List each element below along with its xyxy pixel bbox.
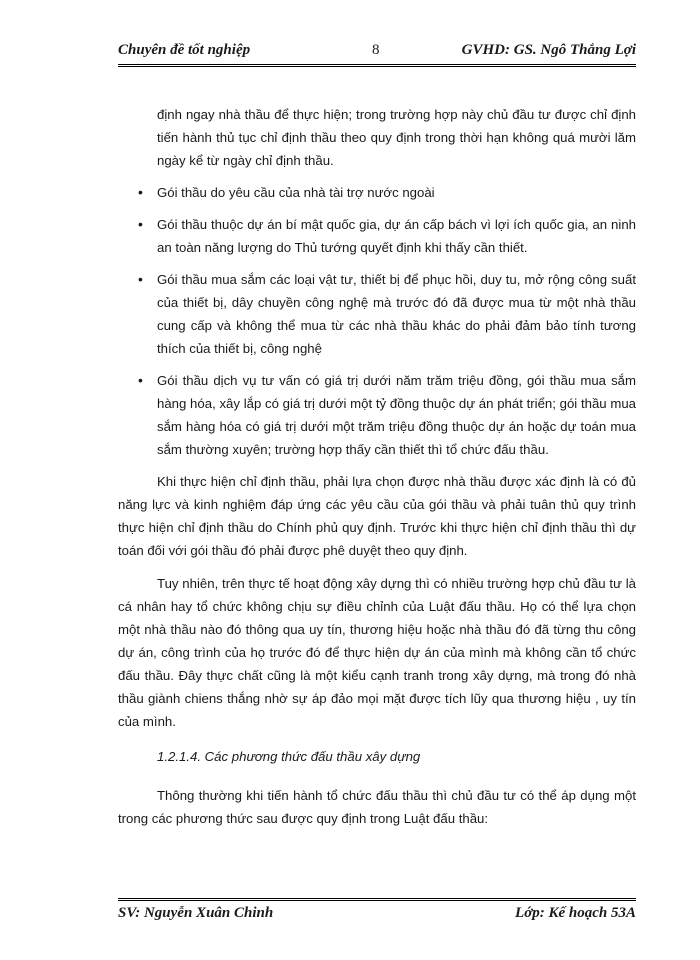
page-footer	[118, 903, 636, 927]
bullet-icon: •	[138, 184, 143, 200]
paragraph-designation: Khi thực hiện chỉ định thầu, phải lựa chọn được nhà thầu được xác định là có đủ năng lực và kinh nghiệm đáp ứng các yêu cầu của gói thầu và phải tuân thủ quy trình thực hiện chỉ định thầu do Chính phủ quy định. Trước khi thực hiện chỉ định thầu thì dự toán đối với gói thầu đó phải được phê duyệt theo quy định.	[118, 474, 636, 558]
list-item	[118, 213, 636, 259]
section-heading: 1.2.1.4. Các phương thức đấu thầu xây dựng	[157, 749, 421, 764]
footer-student: SV: Nguyễn Xuân Chinh	[118, 905, 274, 921]
list-item-text: Gói thầu mua sắm các loại vật tư, thiết bị để phục hồi, duy tu, mở rộng công suất của thiết bị, dây chuyền công nghệ mà trước đó đã được mua từ một nhà thầu cung cấp và không thể mua từ các nhà thầu khác do phải đảm bảo tính tương thích của thiết bị, công nghệ	[157, 272, 636, 356]
paragraph-practice: Tuy nhiên, trên thực tế hoạt động xây dựng thì có nhiều trường hợp chủ đầu tư là cá nhân hay tổ chức không chịu sự điều chỉnh của Luật đấu thầu. Họ có thể lựa chọn một nhà thầu nào đó thông qua uy tín, thương hiệu hoặc nhà thầu đó đã từng thu công dự án, công trình của họ trước đó để thực hiện dự án của mình mà không cần tổ chức đấu thầu. Đây thực chất cũng là một kiểu cạnh tranh trong xây dựng, mà trong đó nhà thầu giành chiens thắng nhờ sự áp đảo mọi mặt được tích lũy qua thương hiệu , uy tín của mình.	[118, 576, 636, 729]
bullet-list	[118, 181, 636, 461]
bullet-icon: •	[138, 271, 143, 287]
list-item	[118, 181, 636, 204]
bullet-icon: •	[138, 216, 143, 232]
footer-rule	[118, 898, 636, 901]
list-item-text: Gói thầu thuộc dự án bí mật quốc gia, dự án cấp bách vì lợi ích quốc gia, an ninh an toàn năng lượng do Thủ tướng quyết định khi thấy cần thiết.	[157, 217, 636, 255]
list-item-text: Gói thầu do yêu cầu của nhà tài trợ nước ngoài	[157, 185, 435, 200]
page-number: 8	[372, 42, 380, 58]
paragraph-methods: Thông thường khi tiến hành tổ chức đấu thầu thì chủ đầu tư có thể áp dụng một trong các phương thức sau được quy định trong Luật đấu thầu:	[118, 788, 636, 826]
page-body	[118, 103, 636, 830]
list-item	[118, 369, 636, 461]
footer-class: Lớp: Kế hoạch 53A	[515, 905, 636, 921]
bullet-icon: •	[138, 372, 143, 388]
list-item	[118, 268, 636, 360]
header-rule	[118, 64, 636, 67]
list-item-text: Gói thầu dịch vụ tư vấn có giá trị dưới năm trăm triệu đồng, gói thầu mua sắm hàng hóa, xây lắp có giá trị dưới một tỷ đồng thuộc dự án phát triển; gói thầu mua sắm hàng hóa có giá trị dưới một trăm triệu đồng thuộc dự án hoặc dự toán mua sắm thường xuyên; trường hợp thấy cần thiết thì tổ chức đấu thầu.	[157, 373, 636, 457]
header-title: Chuyên đề tốt nghiệp	[118, 42, 251, 58]
page-header	[118, 38, 636, 64]
continuation-paragraph: định ngay nhà thầu để thực hiện; trong trường hợp này chủ đầu tư được chỉ định tiến hành thủ tục chỉ định thầu theo quy định trong thời hạn không quá mười lăm ngày kể từ ngày chỉ định thầu.	[157, 107, 636, 168]
header-advisor: GVHD: GS. Ngô Thắng Lợi	[461, 42, 636, 58]
